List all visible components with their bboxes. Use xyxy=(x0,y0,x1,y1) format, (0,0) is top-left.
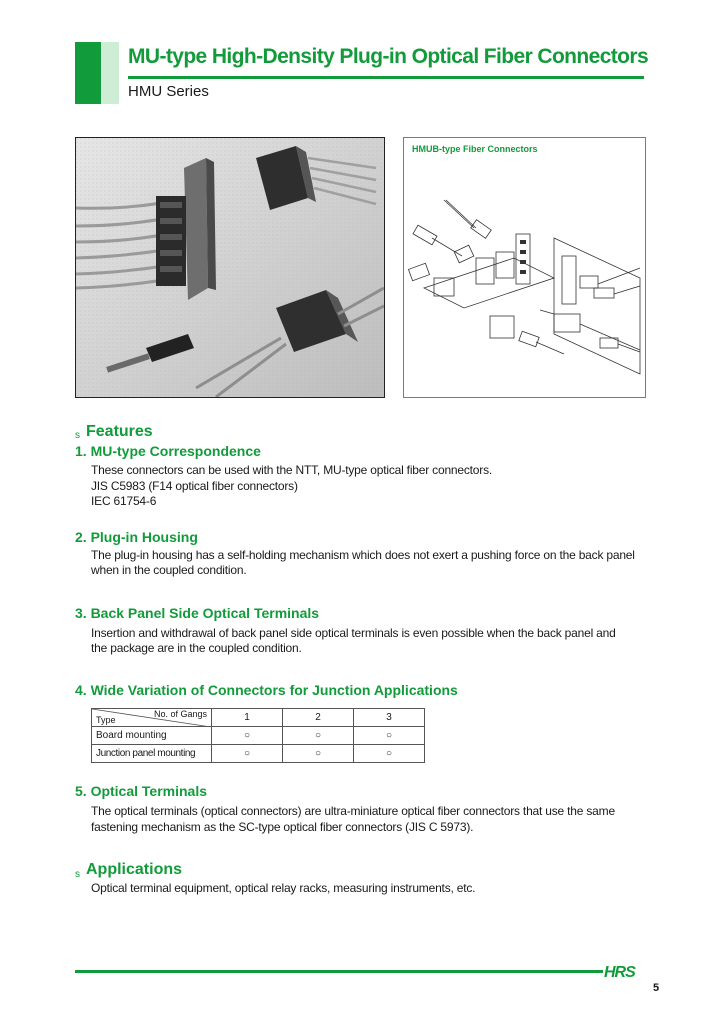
hrs-logo: HRS xyxy=(604,964,635,981)
feature-5-title: 5. Optical Terminals xyxy=(75,783,208,799)
feature-3-title: 3. Back Panel Side Optical Terminals xyxy=(75,605,320,621)
table-header-row xyxy=(92,709,425,727)
product-photo xyxy=(75,137,385,398)
feature-2-title: 2. Plug-in Housing xyxy=(75,529,198,545)
table-cell-mark: ○ xyxy=(354,745,425,763)
junction-variation-table xyxy=(91,708,425,763)
table-row xyxy=(92,745,425,763)
table-row-label: Junction panel mounting xyxy=(92,745,212,763)
table-corner-type: Type xyxy=(96,715,116,725)
table-cell-mark: ○ xyxy=(354,727,425,745)
applications-marker: s xyxy=(75,869,80,880)
table-col-header: 1 xyxy=(212,709,283,727)
features-marker: s xyxy=(75,430,80,441)
table-corner-gangs: No. of Gangs xyxy=(153,709,207,719)
page-number: 5 xyxy=(653,982,660,994)
feature-5-line-2: fastening mechanism as the SC-type optical fiber connectors (JIS C 5973). xyxy=(91,820,474,834)
features-heading: Features xyxy=(86,423,153,440)
footer-rule xyxy=(75,970,603,973)
header-accent-bar-light xyxy=(101,42,119,104)
applications-text: Optical terminal equipment, optical relay racks, measuring instruments, etc. xyxy=(91,881,476,895)
table-corner-cell xyxy=(92,709,212,727)
feature-3-line-2: the package are in the coupled condition. xyxy=(91,641,302,655)
applications-heading: Applications xyxy=(86,861,183,878)
connector-photo-illustration xyxy=(76,138,384,397)
table-row-label: Board mounting xyxy=(92,727,212,745)
table-cell-mark: ○ xyxy=(283,727,354,745)
table-cell-mark: ○ xyxy=(212,745,283,763)
feature-1-line-1: These connectors can be used with the NTT, MU-type optical fiber connectors. xyxy=(91,463,492,477)
feature-2-line-2: when in the coupled condition. xyxy=(91,563,247,577)
table-row xyxy=(92,727,425,745)
header-rule xyxy=(128,76,644,79)
table-cell-mark: ○ xyxy=(212,727,283,745)
drawing-title: HMUB-type Fiber Connectors xyxy=(412,144,538,154)
feature-1-line-2: JIS C5983 (F14 optical fiber connectors) xyxy=(91,479,298,493)
page-title: MU-type High-Density Plug-in Optical Fiber Connectors xyxy=(128,45,649,68)
table-col-header: 2 xyxy=(283,709,354,727)
feature-4-title: 4. Wide Variation of Connectors for Junction Applications xyxy=(75,682,458,698)
feature-1-title: 1. MU-type Correspondence xyxy=(75,443,261,459)
feature-3-line-1: Insertion and withdrawal of back panel side optical terminals is even possible when the back panel and xyxy=(91,626,616,640)
feature-2-line-1: The plug-in housing has a self-holding mechanism which does not exert a pushing force on the back panel xyxy=(91,548,635,562)
feature-5-line-1: The optical terminals (optical connectors) are ultra-miniature optical fiber connectors that use the same xyxy=(91,804,615,818)
table-cell-mark: ○ xyxy=(283,745,354,763)
header-accent-bar xyxy=(75,42,101,104)
series-name: HMU Series xyxy=(128,83,209,100)
feature-1-line-3: IEC 61754-6 xyxy=(91,494,157,508)
table-col-header: 3 xyxy=(354,709,425,727)
connector-drawing-box xyxy=(403,137,646,398)
connector-line-drawing xyxy=(404,138,645,397)
